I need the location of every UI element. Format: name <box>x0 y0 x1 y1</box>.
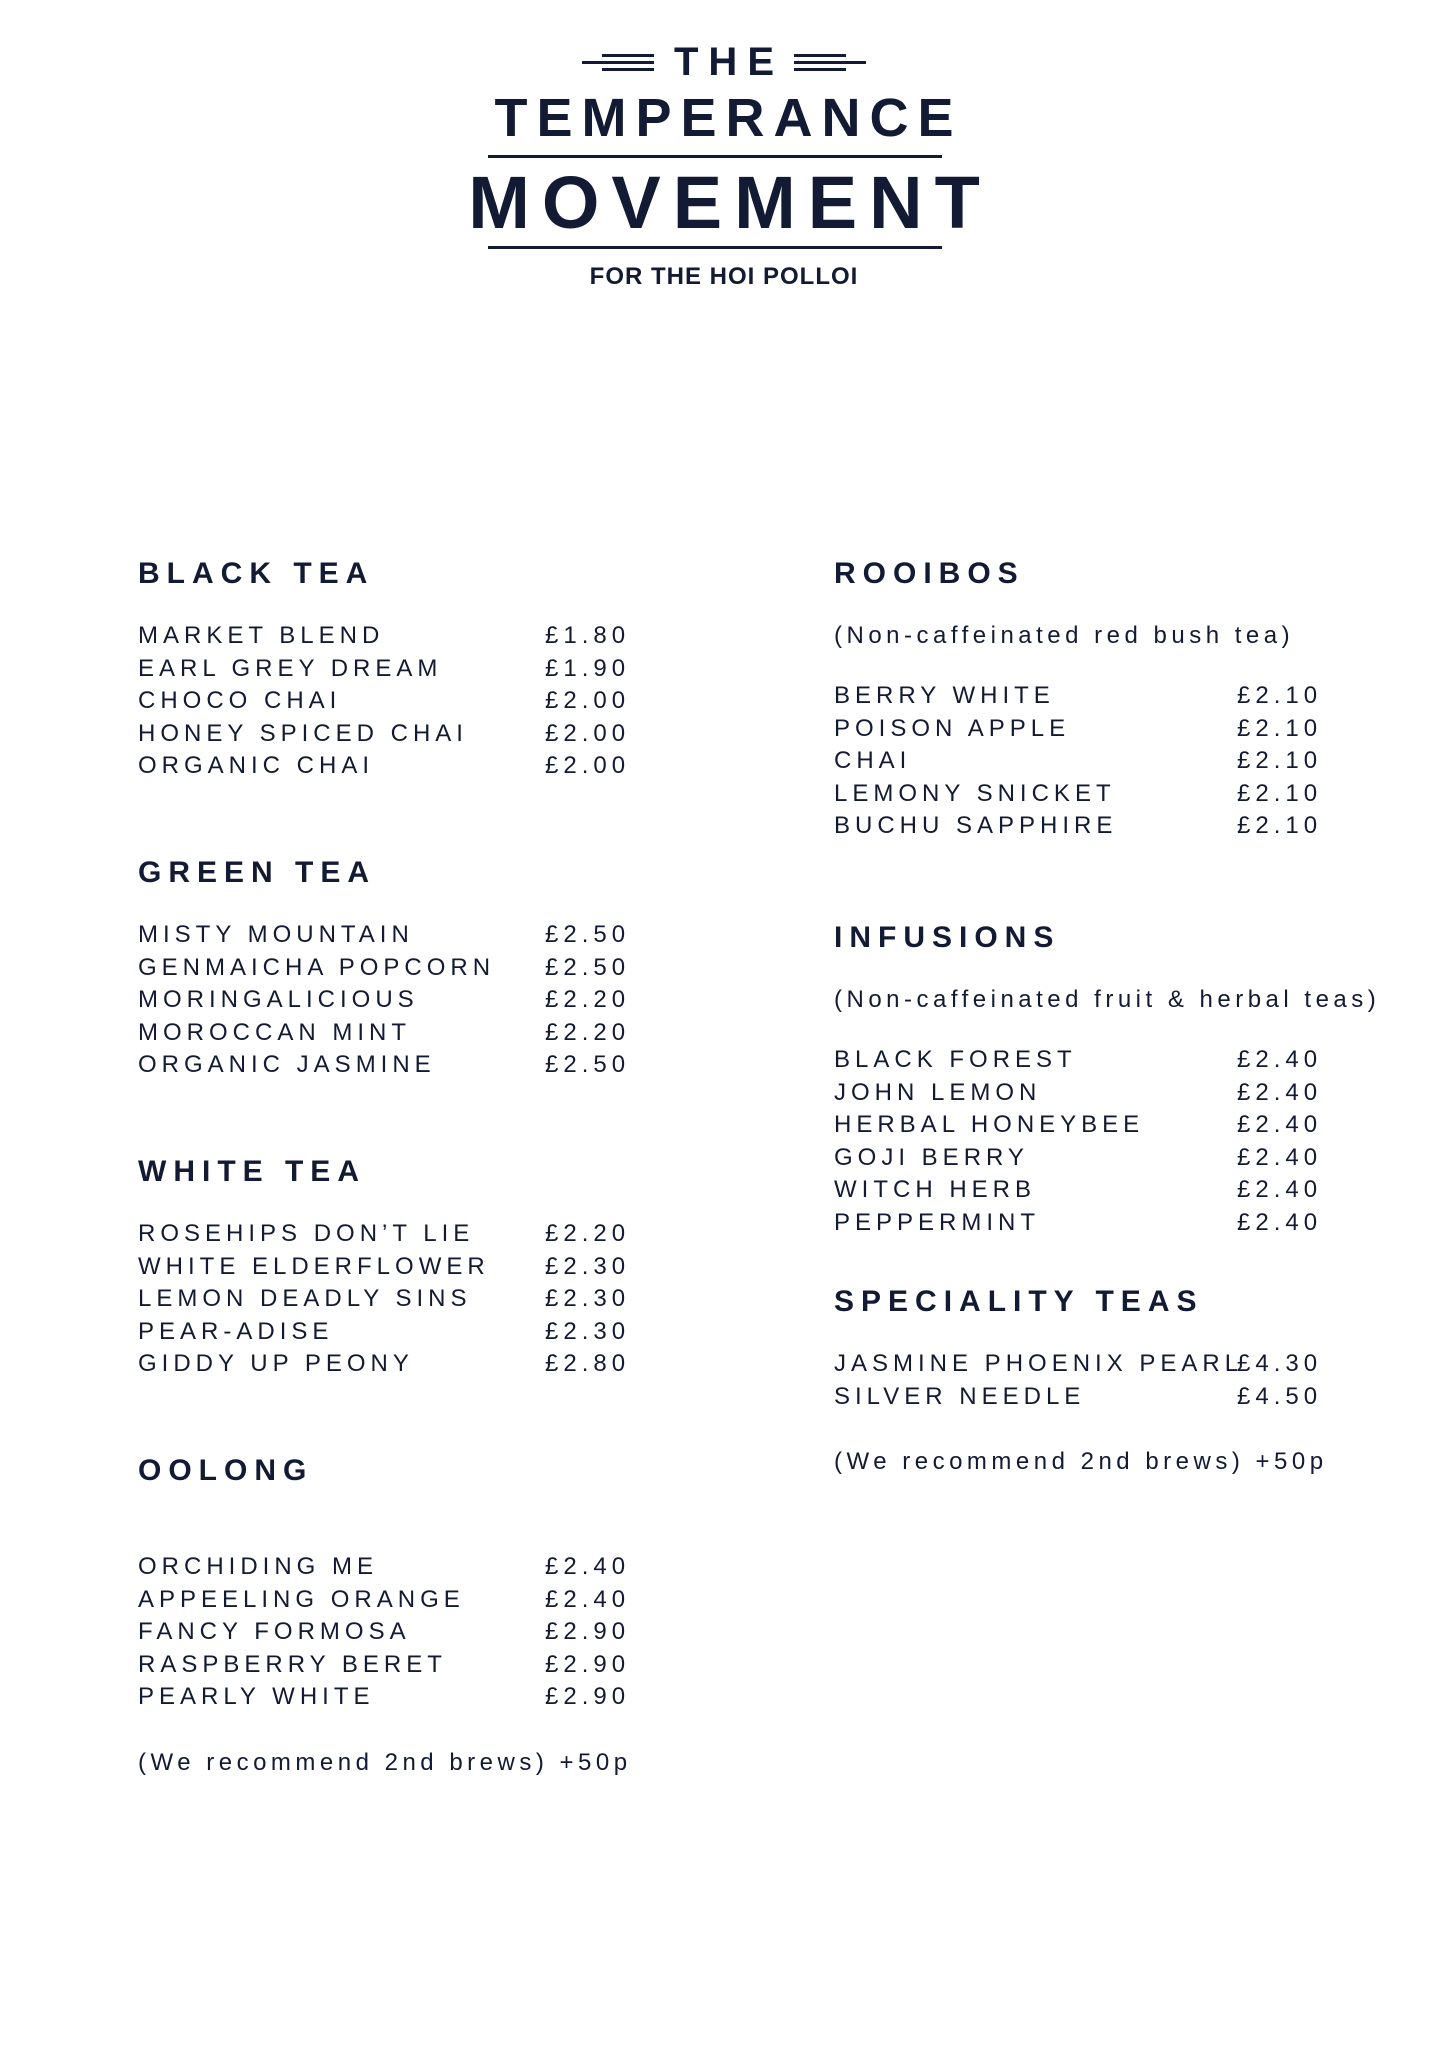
item-name: HONEY SPICED CHAI <box>138 719 468 747</box>
menu-item <box>138 1348 631 1381</box>
item-price: £2.90 <box>545 1650 631 1678</box>
item-price: £2.10 <box>1237 747 1323 774</box>
item-name: BERRY WHITE <box>834 682 1055 709</box>
item-name: MARKET BLEND <box>138 622 385 649</box>
brand-logo <box>0 0 1448 320</box>
menu-item <box>138 1218 631 1251</box>
item-name: MISTY MOUNTAIN <box>138 921 414 948</box>
logo-temperance: TEMPERANCE <box>494 88 963 148</box>
item-price: £2.40 <box>1237 1078 1323 1106</box>
item-name: ORCHIDING ME <box>138 1553 378 1580</box>
item-price: £4.30 <box>1237 1350 1323 1377</box>
item-name: MOROCCAN MINT <box>138 1018 411 1046</box>
menu-item <box>834 745 1323 778</box>
menu-item <box>834 1109 1380 1142</box>
item-price: £2.50 <box>545 921 631 948</box>
menu-item <box>138 1584 632 1617</box>
item-price: £2.10 <box>1237 779 1323 807</box>
item-list <box>138 620 631 783</box>
item-price: £2.30 <box>545 1252 631 1280</box>
item-price: £2.80 <box>545 1350 631 1377</box>
menu-item <box>138 685 631 718</box>
menu-item <box>138 1049 631 1082</box>
item-name: WITCH HERB <box>834 1176 1036 1203</box>
menu-item <box>138 653 631 686</box>
item-price: £1.90 <box>545 654 631 682</box>
item-name: APPEELING ORANGE <box>138 1585 465 1613</box>
logo-left-speed-lines <box>582 54 654 71</box>
item-price: £2.90 <box>545 1618 631 1645</box>
menu-item <box>138 1551 632 1584</box>
menu-item <box>834 1174 1380 1207</box>
item-name: GOJI BERRY <box>834 1143 1029 1171</box>
section-speciality-teas <box>834 1284 1328 1478</box>
item-price: £2.40 <box>1237 1143 1323 1171</box>
section-title: INFUSIONS <box>834 921 1061 954</box>
menu-item <box>834 778 1323 811</box>
item-price: £2.40 <box>1237 1046 1323 1073</box>
section-green-tea <box>138 855 631 1082</box>
item-price: £2.50 <box>545 953 631 981</box>
item-name: GIDDY UP PEONY <box>138 1350 414 1377</box>
item-price: £2.20 <box>545 1220 631 1247</box>
item-name: ORGANIC CHAI <box>138 752 375 779</box>
menu-item <box>138 1017 631 1050</box>
menu-item <box>834 713 1323 746</box>
section-oolong <box>138 1453 632 1779</box>
logo-rule-bottom <box>488 246 942 249</box>
menu-item <box>138 1649 632 1682</box>
item-price: £2.00 <box>545 687 631 714</box>
section-black-tea <box>138 556 631 783</box>
menu-item <box>834 1142 1380 1175</box>
item-name: BUCHU SAPPHIRE <box>834 812 1118 839</box>
item-name: CHOCO CHAI <box>138 687 342 714</box>
item-name: MORINGALICIOUS <box>138 986 419 1013</box>
item-price: £2.20 <box>545 986 631 1013</box>
item-name: FANCY FORMOSA <box>138 1618 411 1645</box>
item-name: HERBAL HONEYBEE <box>834 1111 1145 1138</box>
item-list <box>138 919 631 1082</box>
item-price: £2.40 <box>545 1553 631 1580</box>
item-price: £2.10 <box>1237 682 1323 709</box>
menu-item <box>138 1616 632 1649</box>
item-list <box>138 1551 632 1714</box>
item-name: JOHN LEMON <box>834 1078 1042 1106</box>
section-infusions <box>834 920 1380 1239</box>
menu-item <box>834 1348 1328 1381</box>
section-note: (Non-caffeinated red bush tea) <box>834 622 1295 649</box>
item-name: PEARLY WHITE <box>138 1683 375 1710</box>
menu-item <box>138 1283 631 1316</box>
item-price: £2.10 <box>1237 812 1323 839</box>
item-price: £2.40 <box>1237 1208 1323 1236</box>
logo-the-row <box>0 40 1448 84</box>
menu-item <box>138 984 631 1017</box>
second-brew-note: (We recommend 2nd brews) +50p <box>834 1448 1328 1475</box>
item-name: LEMON DEADLY SINS <box>138 1285 472 1312</box>
menu-item <box>834 1207 1380 1240</box>
menu-item <box>138 952 631 985</box>
item-price: £2.40 <box>545 1585 631 1613</box>
menu-item <box>138 919 631 952</box>
menu-item <box>138 1681 632 1714</box>
item-list <box>834 680 1323 843</box>
menu-item <box>834 810 1323 843</box>
item-name: SILVER NEEDLE <box>834 1382 1086 1410</box>
menu-item <box>138 750 631 783</box>
logo-movement: MOVEMENT <box>468 161 992 244</box>
item-price: £2.30 <box>545 1317 631 1345</box>
item-list <box>138 1218 631 1381</box>
item-price: £4.50 <box>1237 1382 1323 1410</box>
section-title: SPECIALITY TEAS <box>834 1285 1204 1318</box>
logo-rule-top <box>488 155 942 158</box>
item-name: EARL GREY DREAM <box>138 654 443 682</box>
second-brew-note: (We recommend 2nd brews) +50p <box>138 1748 632 1776</box>
menu-item <box>834 1044 1380 1077</box>
item-name: CHAI <box>834 747 912 774</box>
item-price: £2.40 <box>1237 1176 1323 1203</box>
item-name: JASMINE PHOENIX PEARL <box>834 1350 1244 1377</box>
section-title: GREEN TEA <box>138 856 377 889</box>
section-rooibos <box>834 556 1323 843</box>
item-name: GENMAICHA POPCORN <box>138 953 496 981</box>
item-name: RASPBERRY BERET <box>138 1650 447 1678</box>
menu-item <box>138 620 631 653</box>
logo-tagline: FOR THE HOI POLLOI <box>589 263 859 290</box>
section-title: BLACK TEA <box>138 557 375 590</box>
item-price: £1.80 <box>545 622 631 649</box>
item-name: POISON APPLE <box>834 714 1071 742</box>
menu-item <box>834 1077 1380 1110</box>
menu-item <box>834 680 1323 713</box>
menu-item <box>138 718 631 751</box>
item-price: £2.00 <box>545 719 631 747</box>
section-title: ROOIBOS <box>834 557 1025 590</box>
menu-item <box>138 1251 631 1284</box>
item-name: PEAR-ADISE <box>138 1317 334 1345</box>
item-name: BLACK FOREST <box>834 1046 1077 1073</box>
item-list <box>834 1348 1328 1413</box>
item-list <box>834 1044 1380 1239</box>
item-price: £2.20 <box>545 1018 631 1046</box>
item-name: PEPPERMINT <box>834 1208 1041 1236</box>
item-name: WHITE ELDERFLOWER <box>138 1252 490 1280</box>
logo-right-speed-lines <box>794 54 866 71</box>
item-price: £2.50 <box>545 1051 631 1078</box>
section-note: (Non-caffeinated fruit & herbal teas) <box>834 986 1381 1013</box>
section-white-tea <box>138 1154 631 1381</box>
logo-the: THE <box>674 40 784 84</box>
item-price: £2.40 <box>1237 1111 1323 1138</box>
menu-item <box>138 1316 631 1349</box>
item-price: £2.00 <box>545 752 631 779</box>
item-price: £2.10 <box>1237 714 1323 742</box>
section-title: OOLONG <box>138 1454 314 1487</box>
item-name: LEMONY SNICKET <box>834 779 1116 807</box>
menu-item <box>834 1381 1328 1414</box>
item-name: ROSEHIPS DON’T LIE <box>138 1220 475 1247</box>
item-price: £2.30 <box>545 1285 631 1312</box>
section-title: WHITE TEA <box>138 1155 366 1188</box>
item-name: ORGANIC JASMINE <box>138 1051 436 1078</box>
item-price: £2.90 <box>545 1683 631 1710</box>
